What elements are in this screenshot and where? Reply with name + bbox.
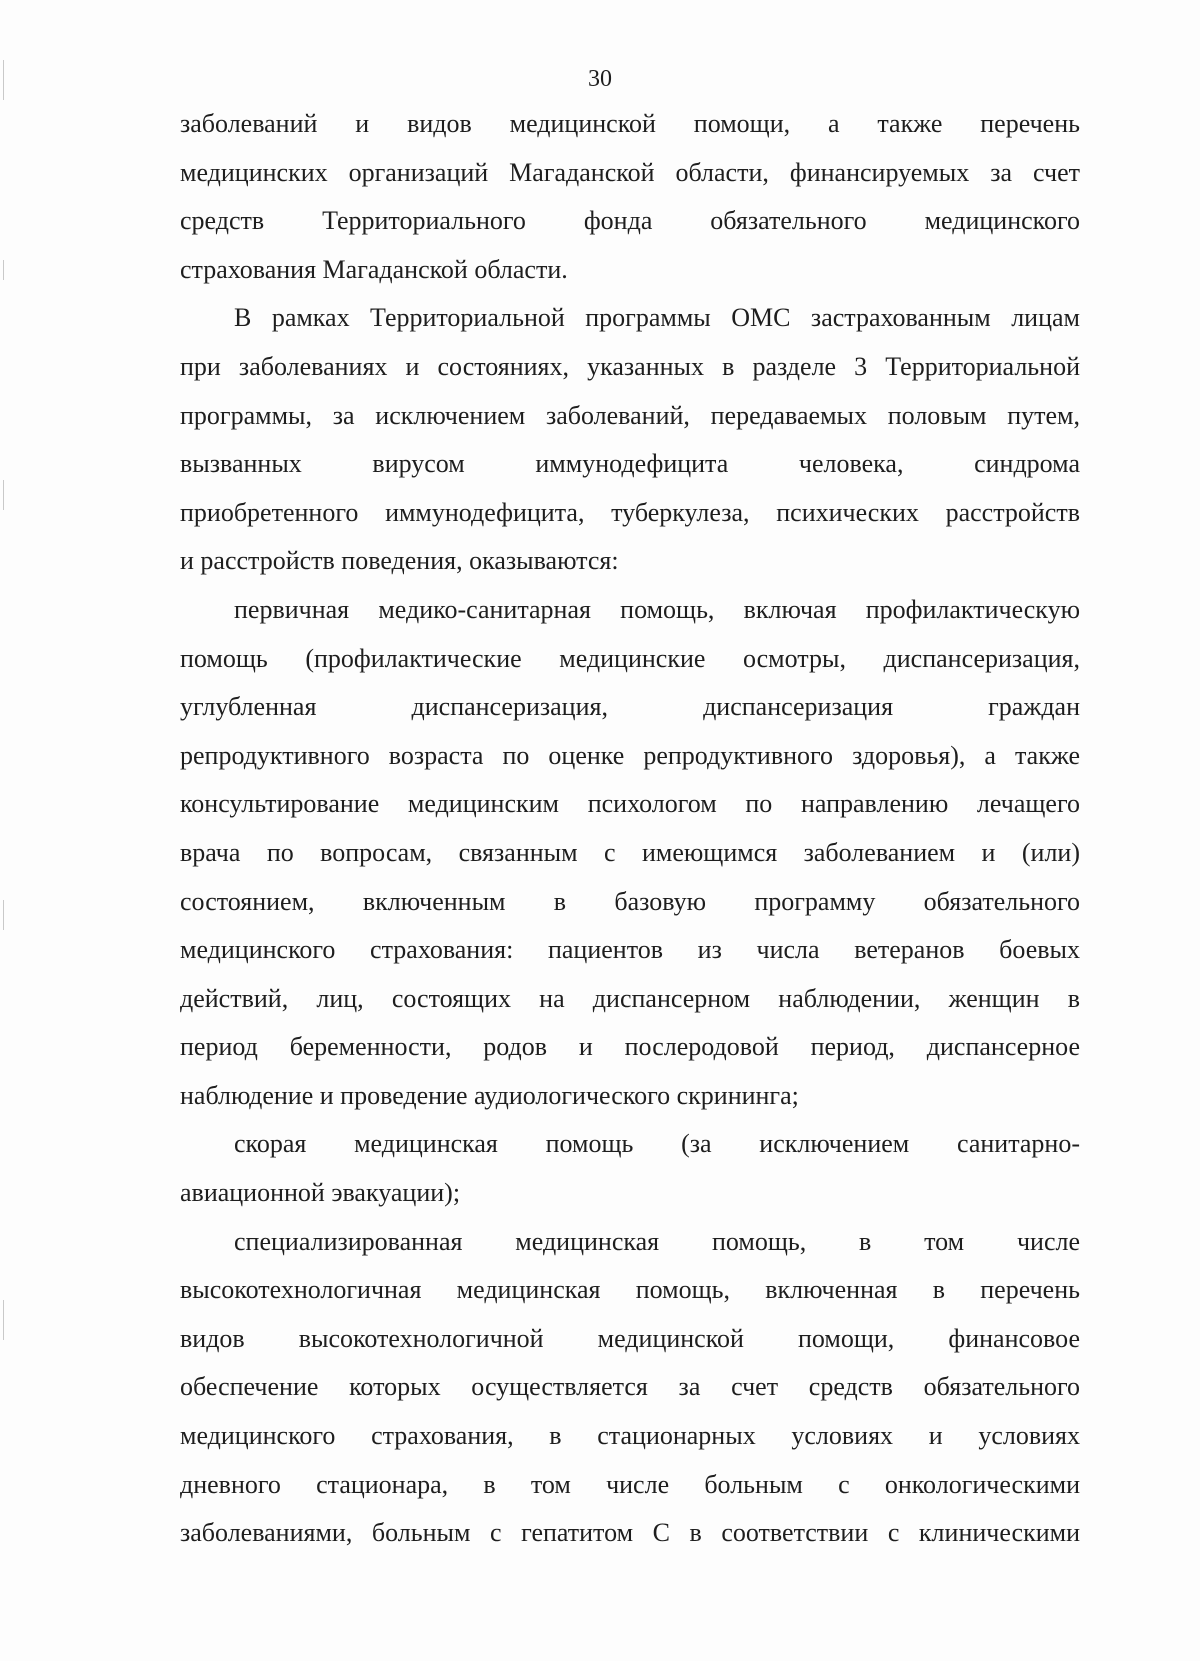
paragraph-first-line: В рамках Территориальной программы ОМС застрахованным лицам [234,303,1080,333]
text-line: обеспечение которых осуществляется за счет средств обязательного [180,1372,1080,1402]
text-line: медицинских организаций Магаданской области, финансируемых за счет [180,157,1080,187]
paragraph-first-line: специализированная медицинская помощь, в том числе [234,1226,1080,1256]
text-line: помощь (профилактические медицинские осмотры, диспансеризация, [180,643,1080,673]
text-line: приобретенного иммунодефицита, туберкулеза, психических расстройств [180,497,1080,527]
page-number: 30 [588,66,612,92]
paragraph-first-line: первичная медико-санитарная помощь, включая профилактическую [234,594,1080,624]
text-line: действий, лиц, состоящих на диспансерном наблюдении, женщин в [180,983,1080,1013]
text-line: врача по вопросам, связанным с имеющимся заболеванием и (или) [180,837,1080,867]
text-line: заболеваниями, больным с гепатитом С в соответствии с клиническими [180,1518,1080,1548]
text-line: авиационной эвакуации); [180,1178,461,1208]
body-text [180,100,1080,1558]
text-line: медицинского страхования, в стационарных условиях и условиях [180,1421,1080,1451]
text-line: медицинского страхования: пациентов из числа ветеранов боевых [180,935,1080,965]
text-line: репродуктивного возраста по оценке репродуктивного здоровья), а также [180,740,1080,770]
text-line: дневного стационара, в том числе больным с онкологическими [180,1469,1080,1499]
scan-edge-mark [3,900,4,930]
text-line: углубленная диспансеризация, диспансеризация граждан [180,692,1080,722]
text-line: состоянием, включенным в базовую программу обязательного [180,886,1080,916]
text-line: и расстройств поведения, оказываются: [180,546,619,576]
text-line: заболеваний и видов медицинской помощи, а также перечень [180,109,1080,138]
scan-edge-mark [3,480,4,510]
text-line: период беременности, родов и послеродовой период, диспансерное [180,1032,1080,1062]
text-line: высокотехнологичная медицинская помощь, включенная в перечень [180,1275,1080,1305]
scan-edge-mark [3,1300,4,1340]
text-line: при заболеваниях и состояниях, указанных в разделе 3 Территориальной [180,351,1080,381]
text-line: страхования Магаданской области. [180,254,568,284]
paragraph-first-line: скорая медицинская помощь (за исключением санитарно- [234,1129,1080,1159]
text-line: программы, за исключением заболеваний, передаваемых половым путем, [180,400,1080,430]
scan-edge-mark [3,260,4,280]
text-line: консультирование медицинским психологом по направлению лечащего [180,789,1080,819]
text-line: вызванных вирусом иммунодефицита человека, синдрома [180,449,1080,479]
text-line: наблюдение и проведение аудиологического скрининга; [180,1080,799,1110]
text-line: видов высокотехнологичной медицинской помощи, финансовое [180,1323,1080,1353]
text-line: средств Территориального фонда обязательного медицинского [180,206,1080,236]
